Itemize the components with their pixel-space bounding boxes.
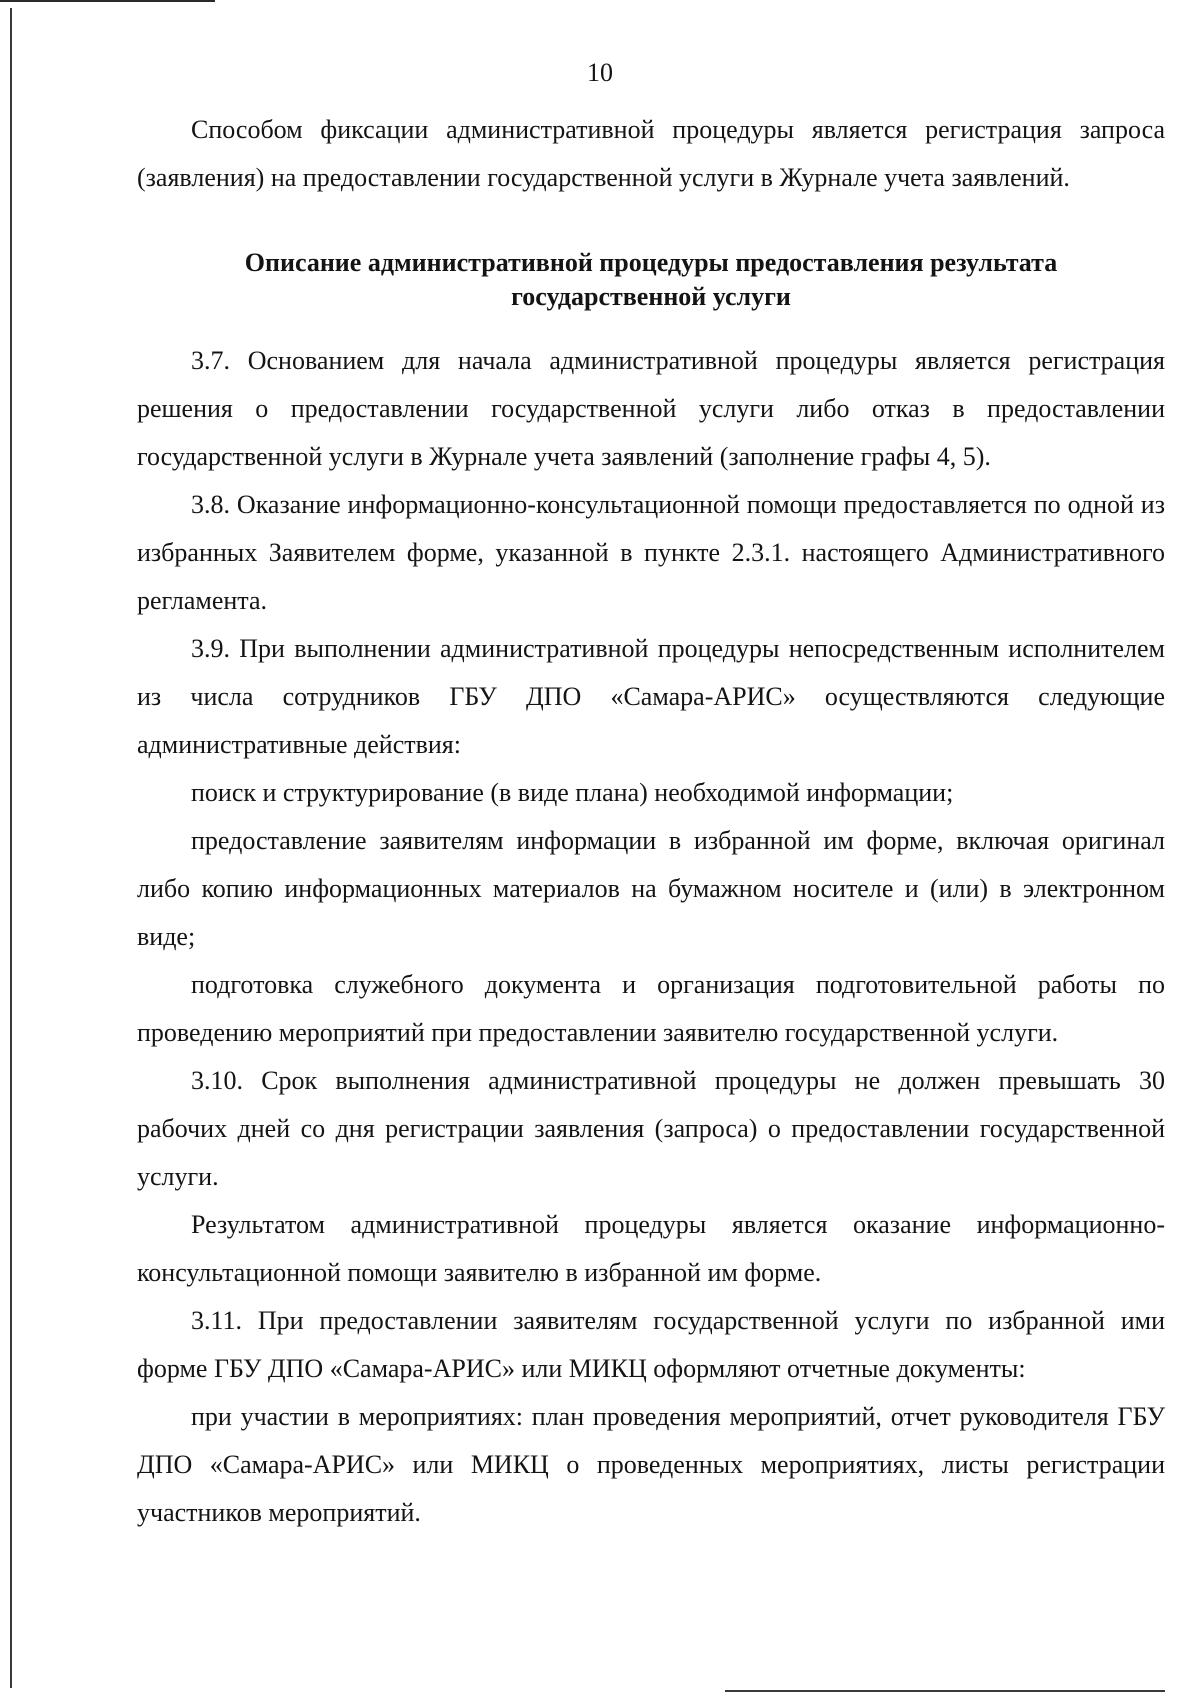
section-heading-line-1: Описание административной процедуры предоставления результата bbox=[244, 248, 1058, 277]
page-number: 10 bbox=[587, 58, 613, 87]
scan-edge-left bbox=[10, 8, 12, 1688]
section-heading-line-2: государственной услуги bbox=[511, 282, 791, 311]
paragraph-events-reporting: при участии в мероприятиях: план проведения мероприятий, отчет руководителя ГБУ ДПО «Самара-АРИС» или МИКЦ о проведенных мероприятиях, листы регистрации участников мероприятий. bbox=[137, 1402, 1165, 1527]
paragraph-3-8: 3.8. Оказание информационно-консультационной помощи предоставляется по одной из избранных Заявителем форме, указанной в пункте 2.3.1. настоящего Административного регламента. bbox=[137, 490, 1165, 615]
paragraph-3-11: 3.11. При предоставлении заявителям государственной услуги по избранной ими форме ГБУ ДПО «Самара-АРИС» или МИКЦ оформляют отчетные документы: bbox=[137, 1306, 1165, 1383]
paragraph-3-7: 3.7. Основанием для начала административной процедуры является регистрация решения о предоставлении государственной услуги либо отказ в предоставлении государственной услуги в Журнале учета заявлений (заполнение графы 4, 5). bbox=[137, 346, 1165, 471]
scan-edge-bottom bbox=[725, 1690, 1165, 1692]
paragraph-3-10: 3.10. Срок выполнения административной процедуры не должен превышать 30 рабочих дней со дня регистрации заявления (запроса) о предоставлении государственной услуги. bbox=[137, 1066, 1165, 1191]
paragraph-action-search: поиск и структурирование (в виде плана) необходимой информации; bbox=[191, 778, 954, 807]
paragraph-result: Результатом административной процедуры является оказание информационно-консультационной помощи заявителю в избранной им форме. bbox=[137, 1210, 1165, 1287]
section-heading bbox=[137, 246, 1165, 314]
intro-paragraph: Способом фиксации административной процедуры является регистрация запроса (заявления) на предоставлении государственной услуги в Журнале учета заявлений. bbox=[137, 115, 1165, 192]
scan-edge-top bbox=[0, 0, 215, 2]
paragraph-action-prepare: подготовка служебного документа и организация подготовительной работы по проведению мероприятий при предоставлении заявителю государственной услуги. bbox=[137, 970, 1165, 1047]
document-body bbox=[137, 106, 1165, 1537]
paragraph-3-9: 3.9. При выполнении административной процедуры непосредственным исполнителем из числа сотрудников ГБУ ДПО «Самара-АРИС» осуществляются следующие административные действия: bbox=[137, 634, 1165, 759]
paragraph-action-provide: предоставление заявителям информации в избранной им форме, включая оригинал либо копию информационных материалов на бумажном носителе и (или) в электронном виде; bbox=[137, 826, 1165, 951]
